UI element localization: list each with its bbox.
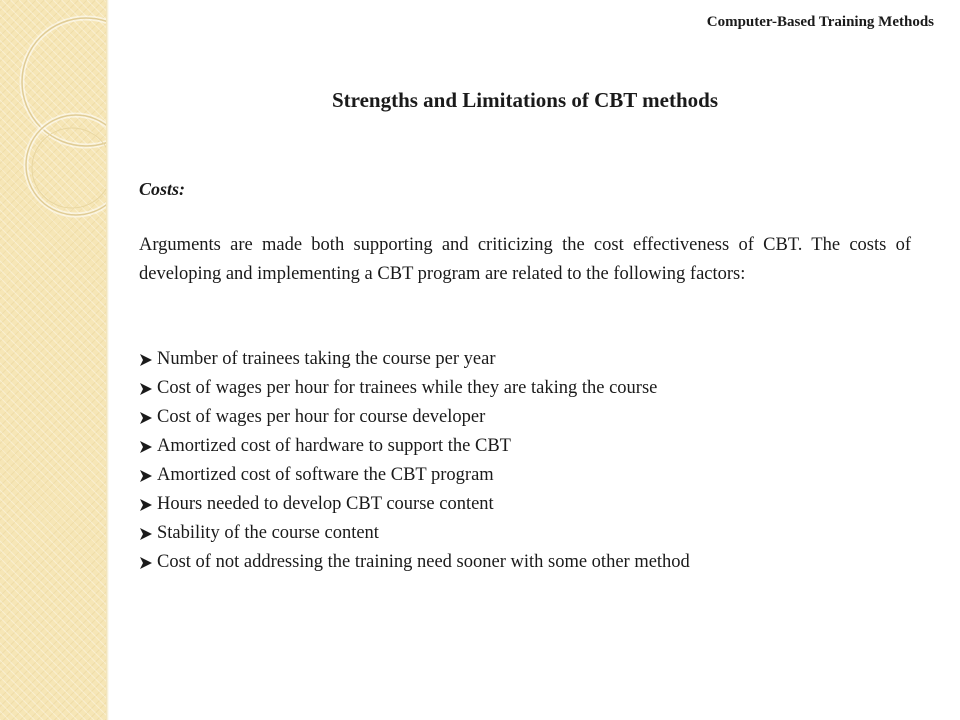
list-item	[139, 345, 919, 374]
arrow-bullet-icon	[139, 556, 153, 570]
intro-paragraph: Arguments are made both supporting and criticizing the cost effectiveness of CBT. The costs of developing and implementing a CBT program are related to the following factors:	[139, 235, 911, 284]
arrow-bullet-icon	[139, 382, 153, 396]
list-item	[139, 432, 919, 461]
header-title: Computer-Based Training Methods	[706, 14, 934, 30]
list-item	[139, 461, 919, 490]
side-panel-edge	[106, 0, 109, 720]
list-item-text: Amortized cost of hardware to support the CBT	[157, 436, 511, 456]
arrow-bullet-icon	[139, 498, 153, 512]
list-item-text: Cost of wages per hour for course developer	[157, 407, 486, 427]
list-item-text: Cost of not addressing the training need sooner with some other method	[157, 552, 690, 572]
list-item-text: Stability of the course content	[157, 523, 379, 543]
arrow-bullet-icon	[139, 469, 153, 483]
list-item-text: Hours needed to develop CBT course content	[157, 494, 494, 514]
arrow-bullet-icon	[139, 527, 153, 541]
list-item	[139, 519, 919, 548]
decorative-rings	[0, 0, 106, 720]
arrow-bullet-icon	[139, 353, 153, 367]
list-item-text: Cost of wages per hour for trainees while they are taking the course	[157, 378, 658, 398]
list-item	[139, 403, 919, 432]
list-item	[139, 374, 919, 403]
list-item	[139, 490, 919, 519]
cost-factor-list	[139, 345, 919, 577]
section-label-costs: Costs:	[139, 179, 186, 199]
list-item	[139, 548, 919, 577]
arrow-bullet-icon	[139, 440, 153, 454]
slide-title: Strengths and Limitations of CBT methods	[331, 88, 719, 112]
list-item-text: Amortized cost of software the CBT program	[157, 465, 494, 485]
list-item-text: Number of trainees taking the course per year	[157, 349, 496, 369]
arrow-bullet-icon	[139, 411, 153, 425]
decorative-side-panel	[0, 0, 107, 720]
